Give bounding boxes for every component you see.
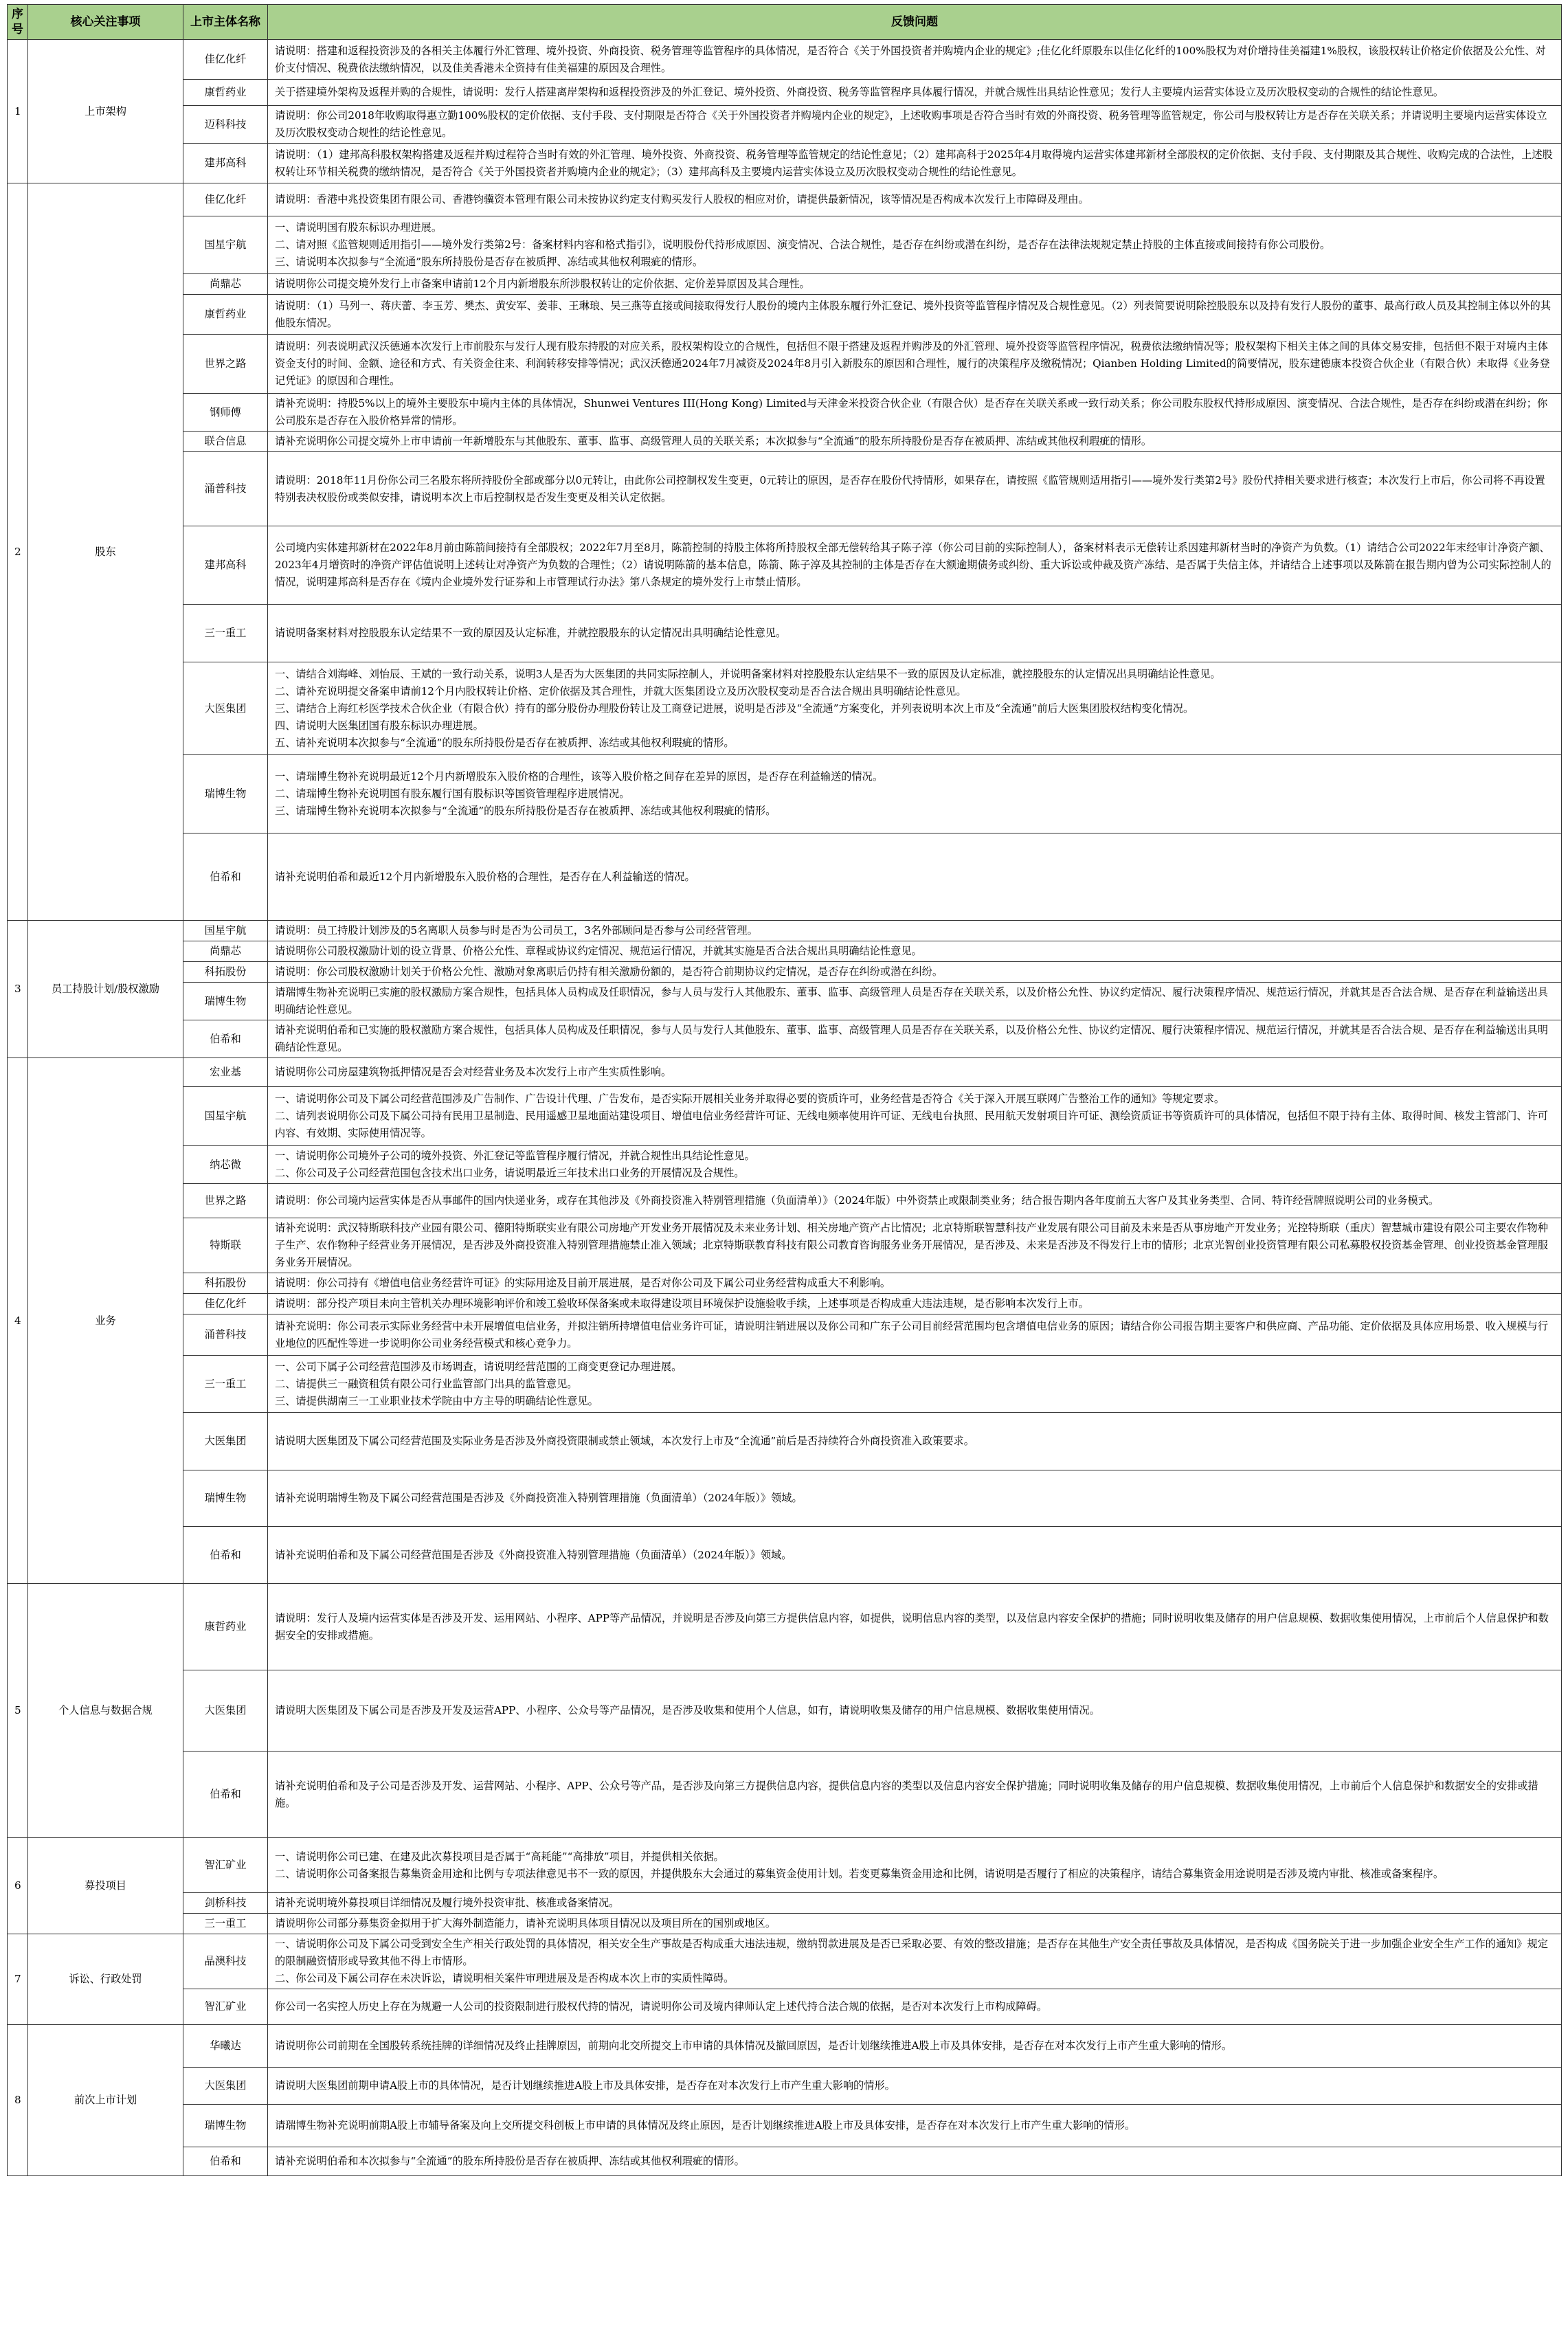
table-row bbox=[8, 40, 1562, 80]
company-name: 钢师傅 bbox=[183, 394, 268, 432]
table-row bbox=[8, 2025, 1562, 2068]
feedback-cell bbox=[268, 394, 1562, 432]
feedback-text: 请说明：你公司2018年收购取得惠立勤100%股权的定价依据、支付手段、支付期限是否符合《关于外国投资者并购境内企业的规定》，上述收购事项是否符合当时有效的外商投资、税务管理等监管规定，你公司与股权转让方是否存在关联关系；并请说明主要境内运营实体设立及历次股权变动合规性的结论性意见。 bbox=[275, 109, 1547, 139]
company-name: 科拓股份 bbox=[183, 1273, 268, 1294]
company-name: 三一重工 bbox=[183, 605, 268, 662]
feedback-cell bbox=[268, 921, 1562, 941]
table-row bbox=[8, 1989, 1562, 2025]
company-name: 大医集团 bbox=[183, 2068, 268, 2105]
company-name: 建邦高科 bbox=[183, 526, 268, 605]
feedback-cell bbox=[268, 2105, 1562, 2147]
company-name: 大医集团 bbox=[183, 1670, 268, 1752]
feedback-cell bbox=[268, 106, 1562, 144]
company-name: 智汇矿业 bbox=[183, 1989, 268, 2025]
feedback-text: 请说明：发行人及境内运营实体是否涉及开发、运用网站、小程序、APP等产品情况，并说明是否涉及向第三方提供信息内容，如提供，说明信息内容的类型，以及信息内容安全保护的措施；同时说明收集及储存的用户信息规模、数据收集使用情况，上市前后个人信息保护和数据安全的安排或措施。 bbox=[275, 1611, 1549, 1642]
section-topic: 股东 bbox=[28, 183, 183, 921]
feedback-cell bbox=[268, 1752, 1562, 1838]
section-topic: 前次上市计划 bbox=[28, 2025, 183, 2176]
table-row bbox=[8, 1087, 1562, 1146]
header-topic: 核心关注事项 bbox=[28, 5, 183, 40]
table-row bbox=[8, 526, 1562, 605]
table-row bbox=[8, 1752, 1562, 1838]
feedback-text: 请说明大医集团及下属公司经营范围及实际业务是否涉及外商投资限制或禁止领域，本次发行上市及“全流通”前后是否持续符合外商投资准入政策要求。 bbox=[275, 1435, 974, 1447]
table-row bbox=[8, 1184, 1562, 1218]
feedback-cell bbox=[268, 1087, 1562, 1146]
feedback-text: 请说明你公司提交境外发行上市备案申请前12个月内新增股东所涉股权转让的定价依据、定价差异原因及其合理性。 bbox=[275, 278, 810, 290]
company-name: 智汇矿业 bbox=[183, 1838, 268, 1893]
feedback-text: 二、请补充说明提交备案申请前12个月内股权转让价格、定价依据及其合理性，并就大医集团设立及历次股权变动是否合法合规出具明确结论性意见。 bbox=[275, 684, 967, 697]
section-topic: 员工持股计划/股权激励 bbox=[28, 921, 183, 1058]
table-row bbox=[8, 1294, 1562, 1314]
feedback-text: 一、请说明你公司及下属公司经营范围涉及广告制作、广告设计代理、广告发布，是否实际开展相关业务并取得必要的资质许可，业务经营是否符合《关于深入开展互联网广告整治工作的通知》等规定要求。 bbox=[275, 1093, 1225, 1105]
company-name: 纳芯微 bbox=[183, 1146, 268, 1184]
table-row bbox=[8, 1470, 1562, 1527]
feedback-text: 请补充说明你公司提交境外上市申请前一年新增股东与其他股东、董事、监事、高级管理人员的关联关系；本次拟参与“全流通”的股东所持股份是否存在被质押、冻结或其他权利瑕疵的情形。 bbox=[275, 435, 1152, 447]
table-row bbox=[8, 833, 1562, 921]
section-number: 3 bbox=[8, 921, 28, 1058]
feedback-text: 二、请瑞博生物补充说明国有股东履行国有股标识等国资管理程序进展情况。 bbox=[275, 787, 630, 800]
company-name: 大医集团 bbox=[183, 1413, 268, 1470]
table-row bbox=[8, 1893, 1562, 1914]
feedback-text: 一、请说明你公司及下属公司受到安全生产相关行政处罚的具体情况，相关安全生产事故是否构成重大违法违规，缴纳罚款进展及是否已采取必要、有效的整改措施；是否存在其他生产安全责任事故及具体情况，是否构成《国务院关于进一步加强企业安全生产工作的通知》规定的限制融资情形或导致其他不得上市情形。 bbox=[275, 1938, 1548, 1967]
feedback-text: 公司境内实体建邦新材在2022年8月前由陈箭间接持有全部股权；2022年7月至8月，陈箭控制的持股主体将所持股权全部无偿转给其子陈子淳（你公司目前的实际控制人），备案材料表示无偿转让系因建邦新材当时的净资产为负数。（1）请结合公司2022年末经审计净资产额、2023年4月增资时的净资产评估值说明上述转让对净资产为负数的合理性；（2）请说明陈箭的基本信息，陈箭、陈子淳及其控制的主体是否存在大额逾期债务或纠纷、重大诉讼或仲裁及资产冻结、是否属于失信主体，并请结合上述事项以及陈箭在报告期内曾为公司实际控制人的情况，说明建邦高科是否存在《境内企业境外发行证券和上市管理试行办法》第八条规定的境外发行上市禁止情形。 bbox=[275, 541, 1552, 588]
table-row bbox=[8, 2105, 1562, 2147]
feedback-text: 请瑞博生物补充说明前期A股上市辅导备案及向上交所提交科创板上市申请的具体情况及终止原因，是否计划继续推进A股上市及具体安排，是否存在对本次发行上市产生重大影响的情形。 bbox=[275, 2119, 1136, 2131]
feedback-cell bbox=[268, 833, 1562, 921]
feedback-text: 一、公司下属子公司经营范围涉及市场调查，请说明经营范围的工商变更登记办理进展。 bbox=[275, 1360, 682, 1373]
company-name: 尚鼎芯 bbox=[183, 274, 268, 295]
feedback-sheet bbox=[7, 4, 1561, 2176]
feedback-text: 请补充说明境外募投项目详细情况及履行境外投资审批、核准或备案情况。 bbox=[275, 1896, 620, 1909]
company-name: 伯希和 bbox=[183, 833, 268, 921]
company-name: 佳亿化纤 bbox=[183, 40, 268, 80]
feedback-cell bbox=[268, 1294, 1562, 1314]
feedback-text: 请补充说明：武汉特斯联科技产业园有限公司、德阳特斯联实业有限公司房地产开发业务开展情况及未来业务计划、相关房地产资产占比情况；北京特斯联智慧科技产业发展有限公司目前及未来是否从事房地产开发业务；光控特斯联（重庆）智慧城市建设有限公司主要农作物种子生产、农作物种子经营业务开展情况，是否涉及外商投资准入特别管理措施禁止准入领域；北京特斯联教育科技有限公司教育咨询服务业务开展情况，是否涉及、未来是否涉及不得发行上市的情形；北京光智创业投资管理有限公司私募股权投资基金管理、创业投资基金管理服务业务开展情况。 bbox=[275, 1222, 1548, 1268]
section-number: 8 bbox=[8, 2025, 28, 2176]
company-name: 伯希和 bbox=[183, 1752, 268, 1838]
header-no: 序号 bbox=[8, 5, 28, 40]
header-row bbox=[8, 5, 1562, 40]
feedback-cell bbox=[268, 216, 1562, 274]
feedback-text: 一、请说明你公司境外子公司的境外投资、外汇登记等监管程序履行情况，并就合规性出具结论性意见。 bbox=[275, 1150, 755, 1162]
feedback-text: 请说明大医集团前期申请A股上市的具体情况，是否计划继续推进A股上市及具体安排，是否存在对本次发行上市产生重大影响的情形。 bbox=[275, 2079, 895, 2092]
table-row bbox=[8, 2147, 1562, 2176]
company-name: 国星宇航 bbox=[183, 921, 268, 941]
feedback-cell bbox=[268, 1934, 1562, 1989]
feedback-text: 请瑞博生物补充说明已实施的股权激励方案合规性，包括具体人员构成及任职情况，参与人员与发行人其他股东、董事、监事、高级管理人员是否存在关联关系，以及价格公允性、协议约定情况、履行决策程序情况、规范运行情况，并就其是否合法合规、是否存在利益输送出具明确结论性意见。 bbox=[275, 986, 1548, 1016]
company-name: 伯希和 bbox=[183, 2147, 268, 2176]
feedback-text: 请说明：你公司持有《增值电信业务经营许可证》的实际用途及目前开展进展，是否对你公司及下属公司业务经营构成重大不利影响。 bbox=[275, 1277, 891, 1289]
header-company: 上市主体名称 bbox=[183, 5, 268, 40]
table-row bbox=[8, 1838, 1562, 1893]
feedback-text: 你公司一名实控人历史上存在为规避一人公司的投资限制进行股权代持的情况，请说明你公司及境内律师认定上述代持合法合规的依据，是否对本次发行上市构成障碍。 bbox=[275, 2000, 1047, 2013]
feedback-text: 二、请列表说明你公司及下属公司持有民用卫星制造、民用遥感卫星地面站建设项目、增值电信业务经营许可证、无线电频率使用许可证、无线电台执照、民用航天发射项目许可证、测绘资质证书等资质许可的具体情况，包括但不限于持有主体、取得时间、核发主管部门、许可内容、有效期、实际使用情况等。 bbox=[275, 1110, 1548, 1139]
feedback-text: 请补充说明：你公司表示实际业务经营中未开展增值电信业务，并拟注销所持增值电信业务许可证，请说明注销进展以及你公司和广东子公司目前经营范围均包含增值电信业务的原因；请结合你公司报告期主要客户和供应商、产品功能、定价依据及具体应用场景、收入规模与行业地位的匹配性等进一步说明你公司业务经营模式和核心竞争力。 bbox=[275, 1319, 1548, 1350]
feedback-cell bbox=[268, 2068, 1562, 2105]
table-row bbox=[8, 1218, 1562, 1273]
section-number: 5 bbox=[8, 1584, 28, 1838]
table-row bbox=[8, 394, 1562, 432]
company-name: 特斯联 bbox=[183, 1218, 268, 1273]
section-number: 1 bbox=[8, 40, 28, 183]
feedback-cell bbox=[268, 295, 1562, 335]
table-row bbox=[8, 1527, 1562, 1584]
company-name: 伯希和 bbox=[183, 1527, 268, 1584]
feedback-text: 二、请对照《监管规则适用指引——境外发行类第2号：备案材料内容和格式指引》，说明股份代持形成原因、演变情况、合法合规性，是否存在纠纷或潜在纠纷，是否存在法律法规规定禁止持股的主体直接或间接持有你公司股份。 bbox=[275, 238, 1331, 251]
table-row bbox=[8, 962, 1562, 983]
feedback-text: 三、请说明本次拟参与“全流通”股东所持股份是否存在被质押、冻结或其他权利瑕疵的情形。 bbox=[275, 256, 704, 268]
feedback-cell bbox=[268, 962, 1562, 983]
company-name: 康哲药业 bbox=[183, 1584, 268, 1670]
feedback-cell bbox=[268, 941, 1562, 962]
company-name: 国星宇航 bbox=[183, 1087, 268, 1146]
table-row bbox=[8, 274, 1562, 295]
company-name: 瑞博生物 bbox=[183, 983, 268, 1020]
feedback-text: 二、请说明你公司备案报告募集资金用途和比例与专项法律意见书不一致的原因，并提供股东大会通过的募集资金使用计划。若变更募集资金用途和比例，请说明是否履行了相应的决策程序，请结合募集资金用途说明是否涉及境内审批、核准或备案程序。 bbox=[275, 1867, 1444, 1880]
feedback-text: 一、请结合刘海峰、刘怡辰、王斌的一致行动关系，说明3人是否为大医集团的共同实际控制人，并说明备案材料对控股股东认定结果不一致的原因及认定标准，就控股股东的认定情况出具明确结论性意见。 bbox=[275, 667, 1221, 680]
table-row bbox=[8, 1058, 1562, 1087]
table-row bbox=[8, 335, 1562, 394]
feedback-cell bbox=[268, 335, 1562, 394]
company-name: 世界之路 bbox=[183, 1184, 268, 1218]
table-row bbox=[8, 452, 1562, 526]
table-row bbox=[8, 1914, 1562, 1934]
company-name: 伯希和 bbox=[183, 1020, 268, 1058]
section-number: 7 bbox=[8, 1934, 28, 2025]
company-name: 科拓股份 bbox=[183, 962, 268, 983]
company-name: 涌普科技 bbox=[183, 452, 268, 526]
feedback-cell bbox=[268, 605, 1562, 662]
feedback-text: 请说明：你公司股权激励计划关于价格公允性、激励对象离职后仍持有相关激励份额的，是否符合前期协议约定情况，是否存在纠纷或潜在纠纷。 bbox=[275, 965, 943, 978]
company-name: 宏业基 bbox=[183, 1058, 268, 1087]
table-row bbox=[8, 1934, 1562, 1989]
company-name: 佳亿化纤 bbox=[183, 1294, 268, 1314]
company-name: 三一重工 bbox=[183, 1914, 268, 1934]
feedback-text: 请补充说明瑞博生物及下属公司经营范围是否涉及《外商投资准入特别管理措施（负面清单）（2024年版）》领域。 bbox=[275, 1492, 803, 1504]
company-name: 佳亿化纤 bbox=[183, 183, 268, 216]
company-name: 国星宇航 bbox=[183, 216, 268, 274]
feedback-text: 请补充说明伯希和已实施的股权激励方案合规性，包括具体人员构成及任职情况，参与人员与发行人其他股东、董事、监事、高级管理人员是否存在关联关系，以及价格公允性、协议约定情况、履行决策程序情况、规范运行情况，并就其是否合法合规、是否存在利益输送出具明确结论性意见。 bbox=[275, 1024, 1548, 1053]
company-name: 大医集团 bbox=[183, 662, 268, 755]
feedback-text: 请说明你公司房屋建筑物抵押情况是否会对经营业务及本次发行上市产生实质性影响。 bbox=[275, 1066, 672, 1078]
feedback-cell bbox=[268, 1184, 1562, 1218]
feedback-cell bbox=[268, 1218, 1562, 1273]
feedback-text: 关于搭建境外架构及返程并购的合规性，请说明：发行人搭建离岸架构和返程投资涉及的外汇登记、境外投资、外商投资、税务等监管程序具体履行情况，并就合规性出具结论性意见；发行人主要境内运营实体设立及历次股权变动的合规性的结论性意见。 bbox=[275, 86, 1444, 98]
feedback-text: 请说明：你公司境内运营实体是否从事邮件的国内快递业务，或存在其他涉及《外商投资准入特别管理措施（负面清单）》（2024年版）中外资禁止或限制类业务；结合报告期内各年度前五大客户及其业务类型、合同、特许经营牌照说明公司的业务模式。 bbox=[275, 1194, 1440, 1207]
table-row bbox=[8, 1314, 1562, 1356]
section-topic: 业务 bbox=[28, 1058, 183, 1584]
feedback-cell bbox=[268, 1914, 1562, 1934]
feedback-cell bbox=[268, 1470, 1562, 1527]
table-row bbox=[8, 1273, 1562, 1294]
section-number: 6 bbox=[8, 1838, 28, 1934]
feedback-text: 一、请说明国有股东标识办理进展。 bbox=[275, 221, 442, 234]
feedback-cell bbox=[268, 452, 1562, 526]
table-body bbox=[8, 40, 1562, 2176]
feedback-text: 三、请提供湖南三一工业职业技术学院由中方主导的明确结论性意见。 bbox=[275, 1394, 598, 1407]
feedback-text: 请说明：列表说明武汉沃德通本次发行上市前股东与发行人现有股东持股的对应关系，股权架构设立的合规性，包括但不限于搭建及返程并购涉及的外汇管理、境外投资等监管程序情况，税费依法缴纳情况等；股权架构下相关主体之间的具体交易安排，包括但不限于对境内主体资金支付的时间、金额、途径和方式、有关资金往来、利润转移安排等情况；武汉沃德通2024年7月减资及2024年8月引入新股东的原因和合理性，履行的决策程序及缴税情况；Qianben Holding Limited的简要情况，股东建德康本投资合伙企业（有限合伙）未取得《业务登记凭证》的原因和合理性。 bbox=[275, 340, 1550, 387]
company-name: 康哲药业 bbox=[183, 295, 268, 335]
feedback-cell bbox=[268, 432, 1562, 452]
table-row bbox=[8, 183, 1562, 216]
feedback-text: 请补充说明伯希和及下属公司经营范围是否涉及《外商投资准入特别管理措施（负面清单）（2024年版）》领域。 bbox=[275, 1548, 792, 1561]
table-row bbox=[8, 755, 1562, 833]
feedback-cell bbox=[268, 274, 1562, 295]
company-name: 剑桥科技 bbox=[183, 1893, 268, 1914]
feedback-text: 请说明：（1）马列一、蒋庆蕾、李玉芳、樊杰、黄安军、姜菲、王琳琅、吴三燕等直接或间接取得发行人股份的境内主体股东履行外汇登记、境外投资等监管程序情况及合规性意见。（2）列表简要说明除控股股东以及持有发行人股份的董事、最高行政人员及其控制主体以外的其他股东情况。 bbox=[275, 299, 1552, 329]
feedback-cell bbox=[268, 40, 1562, 80]
table-row bbox=[8, 80, 1562, 106]
feedback-cell bbox=[268, 1670, 1562, 1752]
feedback-cell bbox=[268, 1058, 1562, 1087]
section-topic: 募投项目 bbox=[28, 1838, 183, 1934]
feedback-cell bbox=[268, 1356, 1562, 1413]
table-row bbox=[8, 1356, 1562, 1413]
feedback-table bbox=[7, 4, 1562, 2176]
section-number: 2 bbox=[8, 183, 28, 921]
feedback-cell bbox=[268, 80, 1562, 106]
feedback-text: 请说明：2018年11月份你公司三名股东将所持股份全部或部分以0元转让，由此你公司控制权发生变更，0元转让的原因，是否存在股份代持情形，如果存在，请按照《监管规则适用指引——境外发行类第2号》股份代持相关要求进行核查；本次发行上市后，你公司将不再设置特别表决权股份或类似安排，请说明本次上市后控制权是否发生变更及相关认定依据。 bbox=[275, 473, 1545, 504]
feedback-text: 三、请结合上海红杉医学技术合伙企业（有限合伙）持有的部分股份办理股份转让及工商登记进展，说明是否涉及“全流通”方案变化，并列表说明本次上市及“全流通”前后大医集团股权结构变化情况。 bbox=[275, 702, 1194, 715]
feedback-text: 请说明：搭建和返程投资涉及的各相关主体履行外汇管理、境外投资、外商投资、税务管理等监管程序的具体情况，是否符合《关于外国投资者并购境内企业的规定》;佳亿化纤原股东以佳亿化纤的100%股权为对价增持佳美福建1%股权，该股权转让价格定价依据及公允性、对价支付情况、税费依法缴纳情况，以及佳美香港未全资持有佳美福建的原因及合理性。 bbox=[275, 44, 1546, 74]
table-row bbox=[8, 295, 1562, 335]
feedback-text: 请说明你公司部分募集资金拟用于扩大海外制造能力，请补充说明具体项目情况以及项目所在的国别或地区。 bbox=[275, 1917, 776, 1929]
table-row bbox=[8, 432, 1562, 452]
section-topic: 诉讼、行政处罚 bbox=[28, 1934, 183, 2025]
feedback-text: 二、你公司及子公司经营范围包含技术出口业务，请说明最近三年技术出口业务的开展情况及合规性。 bbox=[275, 1167, 745, 1179]
feedback-cell bbox=[268, 1146, 1562, 1184]
feedback-text: 请说明你公司股权激励计划的设立背景、价格公允性、章程或协议约定情况、规范运行情况，并就其实施是否合法合规出具明确结论性意见。 bbox=[275, 945, 922, 957]
company-name: 迈科科技 bbox=[183, 106, 268, 144]
feedback-text: 请补充说明伯希和最近12个月内新增股东入股价格的合理性，是否存在人利益输送的情况。 bbox=[275, 870, 695, 883]
company-name: 瑞博生物 bbox=[183, 1470, 268, 1527]
company-name: 华曦达 bbox=[183, 2025, 268, 2068]
feedback-text: 二、请提供三一融资租赁有限公司行业监管部门出具的监管意见。 bbox=[275, 1377, 578, 1390]
feedback-cell bbox=[268, 1989, 1562, 2025]
table-row bbox=[8, 216, 1562, 274]
section-topic: 个人信息与数据合规 bbox=[28, 1584, 183, 1838]
company-name: 晶澳科技 bbox=[183, 1934, 268, 1989]
table-row bbox=[8, 662, 1562, 755]
feedback-text: 四、请说明大医集团国有股东标识办理进展。 bbox=[275, 719, 484, 732]
table-row bbox=[8, 106, 1562, 144]
table-row bbox=[8, 605, 1562, 662]
feedback-cell bbox=[268, 1584, 1562, 1670]
table-row bbox=[8, 1020, 1562, 1058]
feedback-text: 请说明：香港中兆投资集团有限公司、香港钧骥资本管理有限公司未按协议约定支付购买发行人股权的相应对价，请提供最新情况，该等情况是否构成本次发行上市障碍及理由。 bbox=[275, 193, 1089, 205]
company-name: 尚鼎芯 bbox=[183, 941, 268, 962]
feedback-text: 三、请瑞博生物补充说明本次拟参与“全流通”的股东所持股份是否存在被质押、冻结或其他权利瑕疵的情形。 bbox=[275, 805, 776, 817]
feedback-cell bbox=[268, 1020, 1562, 1058]
section-topic: 上市架构 bbox=[28, 40, 183, 183]
feedback-text: 请说明：部分投产项目未向主管机关办理环境影响评价和竣工验收环保备案或未取得建设项目环境保护设施验收手续，上述事项是否构成重大违法违规，是否影响本次发行上市。 bbox=[275, 1297, 1089, 1310]
feedback-cell bbox=[268, 1314, 1562, 1356]
feedback-cell bbox=[268, 662, 1562, 755]
company-name: 瑞博生物 bbox=[183, 2105, 268, 2147]
company-name: 瑞博生物 bbox=[183, 755, 268, 833]
feedback-text: 请说明：（1）建邦高科股权架构搭建及返程并购过程符合当时有效的外汇管理、境外投资、外商投资、税务管理等监管规定的结论性意见；（2）建邦高科于2025年4月取得境内运营实体建邦新材全部股权的定价依据、支付手段、支付期限及其合规性、收购完成的合法性，上述股权转让环节相关税费的缴纳情况，是否符合《关于外国投资者并购境内企业的规定》；（3）建邦高科及主要境内运营实体设立及历次股权变动合规性的结论性意见。 bbox=[275, 148, 1553, 178]
feedback-cell bbox=[268, 2147, 1562, 2176]
company-name: 三一重工 bbox=[183, 1356, 268, 1413]
feedback-text: 一、请说明你公司已建、在建及此次募投项目是否属于“高耗能”“高排放”项目，并提供相关依据。 bbox=[275, 1850, 724, 1863]
header-feedback: 反馈问题 bbox=[268, 5, 1562, 40]
feedback-text: 请说明备案材料对控股股东认定结果不一致的原因及认定标准，并就控股股东的认定情况出具明确结论性意见。 bbox=[275, 627, 787, 639]
feedback-cell bbox=[268, 144, 1562, 183]
table-row bbox=[8, 1413, 1562, 1470]
table-row bbox=[8, 941, 1562, 962]
feedback-text: 请说明你公司前期在全国股转系统挂牌的详细情况及终止挂牌原因，前期向北交所提交上市申请的具体情况及撤回原因，是否计划继续推进A股上市及具体安排，是否存在对本次发行上市产生重大影响的情形。 bbox=[275, 2039, 1233, 2052]
table-row bbox=[8, 2068, 1562, 2105]
feedback-cell bbox=[268, 1273, 1562, 1294]
company-name: 世界之路 bbox=[183, 335, 268, 394]
table-row bbox=[8, 1584, 1562, 1670]
feedback-text: 一、请瑞博生物补充说明最近12个月内新增股东入股价格的合理性，该等入股价格之间存在差异的原因，是否存在利益输送的情况。 bbox=[275, 770, 884, 783]
company-name: 联合信息 bbox=[183, 432, 268, 452]
feedback-text: 请说明：员工持股计划涉及的5名离职人员参与时是否为公司员工，3名外部顾问是否参与公司经营管理。 bbox=[275, 924, 758, 937]
feedback-text: 请补充说明伯希和本次拟参与“全流通”的股东所持股份是否存在被质押、冻结或其他权利瑕疵的情形。 bbox=[275, 2155, 745, 2167]
table-row bbox=[8, 144, 1562, 183]
feedback-text: 五、请补充说明本次拟参与“全流通”的股东所持股份是否存在被质押、冻结或其他权利瑕疵的情形。 bbox=[275, 736, 735, 749]
feedback-cell bbox=[268, 183, 1562, 216]
feedback-cell bbox=[268, 755, 1562, 833]
feedback-cell bbox=[268, 526, 1562, 605]
feedback-text: 二、你公司及下属公司存在未决诉讼，请说明相关案件审理进展及是否构成本次上市的实质性障碍。 bbox=[275, 1972, 735, 1984]
table-row bbox=[8, 1146, 1562, 1184]
table-row bbox=[8, 921, 1562, 941]
table-row bbox=[8, 983, 1562, 1020]
company-name: 康哲药业 bbox=[183, 80, 268, 106]
feedback-text: 请补充说明：持股5%以上的境外主要股东中境内主体的具体情况，Shunwei Ventures III(Hong Kong) Limited与天津金米投资合伙企业（有限合伙）是否存在关联关系或一致行动关系；你公司股东股权代持形成原因、演变情况、合法合规性，是否存在纠纷或潜在纠纷；你公司股东是否存在入股价格异常的情形。 bbox=[275, 397, 1548, 427]
table-row bbox=[8, 1670, 1562, 1752]
feedback-cell bbox=[268, 1893, 1562, 1914]
feedback-cell bbox=[268, 1413, 1562, 1470]
feedback-cell bbox=[268, 1527, 1562, 1584]
feedback-cell bbox=[268, 2025, 1562, 2068]
company-name: 涌普科技 bbox=[183, 1314, 268, 1356]
company-name: 建邦高科 bbox=[183, 144, 268, 183]
feedback-cell bbox=[268, 1838, 1562, 1893]
feedback-text: 请说明大医集团及下属公司是否涉及开发及运营APP、小程序、公众号等产品情况，是否涉及收集和使用个人信息，如有，请说明收集及储存的用户信息规模、数据收集使用情况。 bbox=[275, 1704, 1100, 1716]
feedback-text: 请补充说明伯希和及子公司是否涉及开发、运营网站、小程序、APP、公众号等产品，是否涉及向第三方提供信息内容，提供信息内容的类型以及信息内容安全保护措施；同时说明收集及储存的用户信息规模、数据收集使用情况，上市前后个人信息保护和数据安全的安排或措施。 bbox=[275, 1779, 1538, 1809]
feedback-cell bbox=[268, 983, 1562, 1020]
section-number: 4 bbox=[8, 1058, 28, 1584]
